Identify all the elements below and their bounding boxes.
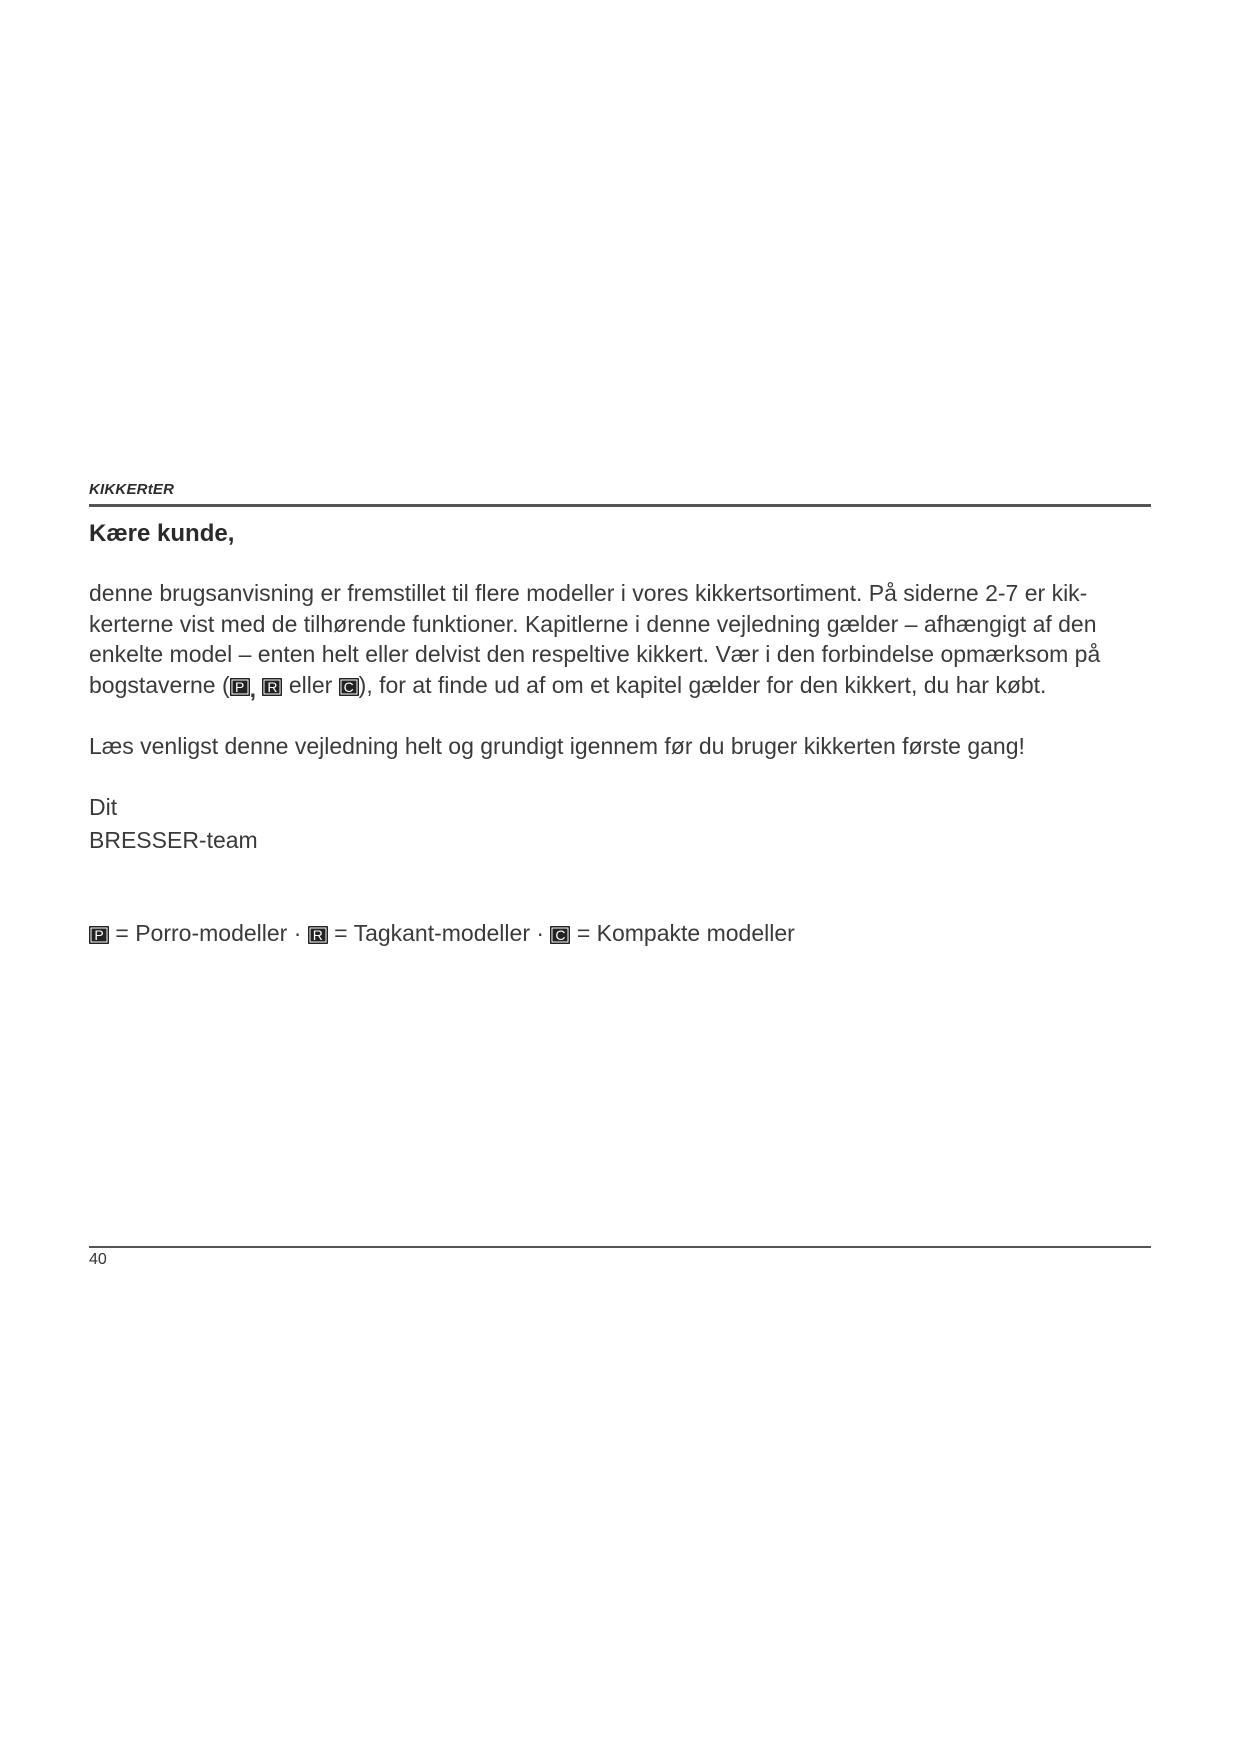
- model-legend: [89, 920, 795, 947]
- page-number: 40: [89, 1251, 107, 1268]
- legend-porro: = Porro-modeller ·: [115, 920, 302, 946]
- footer-rule: [89, 1246, 1151, 1248]
- legend-roof: = Tagkant-modeller ·: [334, 920, 545, 946]
- intro-text: bogstaverne (: [89, 671, 230, 698]
- intro-line: denne brugsanvisning er fremstillet til flere modeller i vores kikkertsortiment. På siderne 2-7 er kik-: [89, 580, 1088, 606]
- roof-badge-icon: R: [308, 926, 328, 944]
- roof-badge-icon: R: [262, 678, 282, 696]
- greeting-heading: Kære kunde,: [89, 520, 235, 547]
- signoff-team: BRESSER-team: [89, 827, 258, 853]
- signoff: [89, 791, 258, 857]
- intro-line-with-badges: [89, 670, 1164, 701]
- intro-line: kerterne vist med de tilhørende funktioner. Kapitlerne i denne vejledning gælder – afhængigt af den: [89, 610, 1097, 637]
- intro-text: ), for at finde ud af om et kapitel gælder for den kikkert, du har købt.: [358, 671, 1047, 698]
- porro-badge-icon: P: [230, 678, 250, 696]
- intro-text: ,: [249, 675, 257, 702]
- section-header: KIKKERtER: [89, 481, 175, 498]
- intro-line: enkelte model – enten helt eller delvist den respeltive kikkert. Vær i den forbindelse opmærksom på: [89, 641, 1101, 667]
- compact-badge-icon: C: [550, 926, 570, 944]
- instruction-text: Læs venligst denne vejledning helt og grundigt igennem før du bruger kikkerten første gang!: [89, 733, 1025, 759]
- porro-badge-icon: P: [89, 926, 109, 944]
- signoff-line: Dit: [89, 794, 118, 820]
- legend-compact: = Kompakte modeller: [576, 920, 795, 946]
- compact-badge-icon: C: [339, 678, 359, 696]
- intro-paragraph: [89, 578, 1164, 700]
- header-rule: [89, 504, 1151, 507]
- intro-text: eller: [288, 671, 333, 698]
